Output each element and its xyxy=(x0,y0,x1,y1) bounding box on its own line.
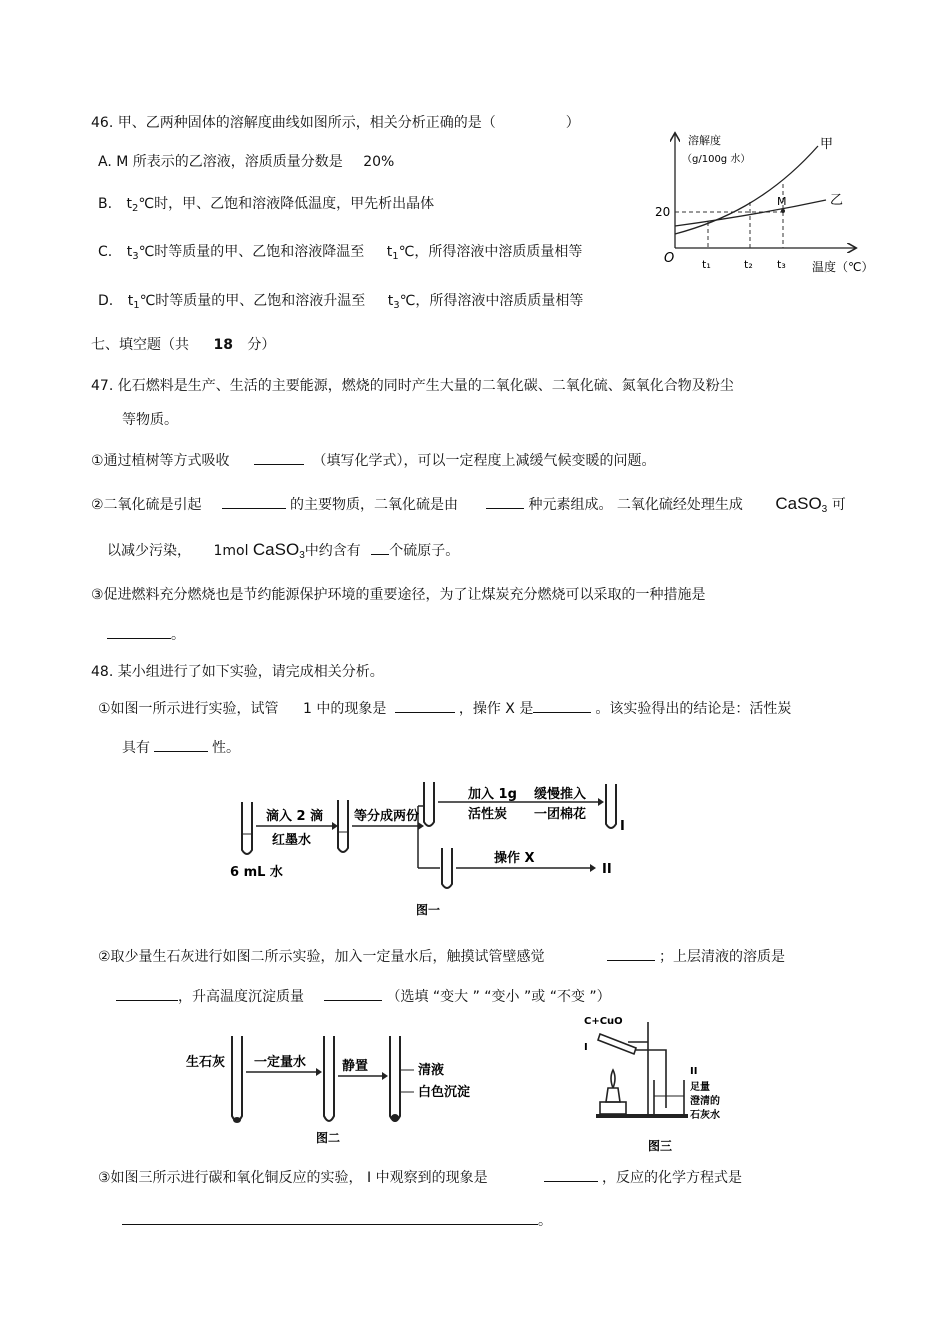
answer-blank[interactable] xyxy=(107,624,171,639)
base-plate xyxy=(596,1114,688,1118)
x-tick-t3: t₃ xyxy=(777,258,786,271)
q48-part1-text-c: ，操作 X 是 xyxy=(458,701,534,717)
q46-option-d-label: D. xyxy=(98,293,114,309)
test-tube-red-ink xyxy=(338,800,348,852)
t-sub: 2 xyxy=(132,203,139,214)
reaction-tube xyxy=(598,1034,636,1054)
test-tube-lime xyxy=(232,1036,242,1121)
origin-label: O xyxy=(664,251,675,266)
test-tube-charcoal xyxy=(424,782,434,826)
q47-part2-text-d: 可 xyxy=(831,497,846,513)
q47-part2 xyxy=(91,494,846,519)
test-tube-water xyxy=(324,1036,334,1121)
q47-part1-text-a: ①通过植树等方式吸收 xyxy=(91,453,230,469)
q48-part1-text-d: 。该实验得出的结论是：活性炭 xyxy=(595,701,792,717)
answer-blank[interactable] xyxy=(122,1210,538,1225)
fig1-tube1-label: I xyxy=(620,819,625,834)
q47-stem-line2: 等物质。 xyxy=(122,412,178,428)
caso3-formula xyxy=(775,494,827,513)
flame xyxy=(611,1070,615,1088)
lamp xyxy=(606,1088,620,1102)
fig2-lime-label: 生石灰 xyxy=(186,1055,226,1070)
fig1-step1-line1: 滴入 2 滴 xyxy=(266,809,324,824)
sediment xyxy=(233,1117,241,1123)
q48-part3-text-a: ③如图三所示进行碳和氧化铜反应的实验， I 中观察到的现象是 xyxy=(98,1170,488,1186)
fig2-water-label: 一定量水 xyxy=(254,1055,307,1070)
q48-part2-text-d: （选填 “变大 ” “变小 ”或 “不变 ”） xyxy=(386,989,611,1005)
section-7-title xyxy=(91,336,275,354)
q46-option-d-text1: ℃时等质量的甲、乙饱和溶液升温至 xyxy=(139,293,366,309)
t-letter: t xyxy=(127,293,134,309)
answer-blank[interactable] xyxy=(544,1167,598,1182)
answer-blank[interactable] xyxy=(607,946,655,961)
series-jia-label: 甲 xyxy=(820,137,834,152)
q48-part1-cont xyxy=(122,737,240,757)
x-tick-t2: t₂ xyxy=(744,258,753,271)
section-7-score: 18 xyxy=(213,337,233,353)
q46-stem: 46. 甲、乙两种固体的溶解度曲线如图所示，相关分析正确的是（ ） xyxy=(91,115,580,131)
t3-symbol xyxy=(127,244,139,260)
q46-option-a-value: 20% xyxy=(363,154,395,170)
q48-part2-text-c: ，升高温度沉淀质量 xyxy=(178,989,304,1005)
point-m-label: M xyxy=(777,195,787,208)
q47-part1-text-b: （填写化学式），可以一定程度上减缓气候变暖的问题。 xyxy=(312,453,656,469)
q46-option-d-text2: ℃，所得溶液中溶质质量相等 xyxy=(399,293,584,309)
q48-part1-text-e: 具有 xyxy=(122,740,150,756)
q48-part1-text-f: 性。 xyxy=(212,740,240,756)
t2-symbol xyxy=(127,196,139,212)
x-tick-t1: t₁ xyxy=(702,258,711,271)
arrowhead xyxy=(590,864,596,872)
answer-blank[interactable] xyxy=(222,494,286,509)
fig3-caption: 图三 xyxy=(648,1139,673,1153)
point-m xyxy=(781,209,785,213)
fig1-step1-line2: 红墨水 xyxy=(272,833,312,848)
t-letter: t xyxy=(387,293,394,309)
q47-stem-line1: 47. 化石燃料是生产、生活的主要能源，燃烧的同时产生大量的二氧化碳、二氧化硫、氮氧化合物及粉尘 xyxy=(91,378,734,394)
t-sub: 1 xyxy=(392,251,399,262)
t1-symbol xyxy=(128,293,140,309)
fig1-operation-x: 操作 X xyxy=(494,851,535,866)
q48-part3-text-b: ，反应的化学方程式是 xyxy=(602,1170,743,1186)
test-tube-water xyxy=(242,802,252,854)
fig1-tube2-label: II xyxy=(602,862,612,877)
test-tube-settled xyxy=(390,1036,400,1121)
q48-part3-answer xyxy=(122,1210,552,1230)
solubility-curve-figure xyxy=(650,128,890,280)
section-7-title-prefix: 七、填空题（共 xyxy=(91,337,189,353)
q48-part1-text-b: 1 中的现象是 xyxy=(303,701,387,717)
test-tube-lower xyxy=(442,848,452,888)
fig1-water-label: 6 mL 水 xyxy=(230,865,283,880)
q47-part3-end: 。 xyxy=(171,627,185,643)
y-axis-label: 溶解度 xyxy=(688,134,721,147)
q47-part3: ③促进燃料充分燃烧也是节约能源保护环境的重要途径，为了让煤炭充分燃烧可以采取的一种措施是 xyxy=(91,587,706,603)
q47-part2-text-e: 以减少污染， xyxy=(107,543,191,559)
fig2-ppt-label: 白色沉淀 xyxy=(418,1085,471,1100)
fig2-caption: 图二 xyxy=(316,1131,341,1145)
caso3-text: CaSO xyxy=(252,540,300,559)
fig1-step3-line1: 加入 1g xyxy=(468,787,517,802)
t-letter: t xyxy=(126,244,133,260)
t-sub: 3 xyxy=(132,251,139,262)
q47-part2-text-h: 个硫原子。 xyxy=(389,543,460,559)
q46-option-c-text1: ℃时等质量的甲、乙饱和溶液降温至 xyxy=(138,244,365,260)
q46-option-a xyxy=(98,153,394,171)
t-letter: t xyxy=(386,244,393,260)
y-tick-20: 20 xyxy=(655,205,671,219)
q46-option-b-text: ℃时，甲、乙饱和溶液降低温度，甲先析出晶体 xyxy=(138,196,435,212)
q48-part3-end: 。 xyxy=(538,1213,552,1229)
figure-3 xyxy=(578,1012,748,1160)
arrowhead xyxy=(316,1068,322,1076)
caso3-sub: 3 xyxy=(821,504,828,515)
q46-option-a-text: A. M 所表示的乙溶液，溶质质量分数是 xyxy=(98,154,343,170)
answer-blank[interactable] xyxy=(371,540,389,555)
q48-stem: 48. 某小组进行了如下实验，请完成相关分析。 xyxy=(91,664,384,680)
fig1-step2: 等分成两份 xyxy=(354,809,420,824)
fig3-limewater-line2: 澄清的 xyxy=(690,1096,720,1107)
fig1-step4-line2: 一团棉花 xyxy=(534,807,587,822)
section-7-title-suffix: 分） xyxy=(247,337,276,353)
arrowhead xyxy=(382,1072,388,1080)
q46-option-b-label: B. xyxy=(98,196,113,212)
figure-2 xyxy=(186,1026,486,1148)
q48-part2-text-a: ②取少量生石灰进行如图二所示实验，加入一定量水后，触摸试管壁感觉 xyxy=(98,949,545,965)
q47-part1 xyxy=(91,450,655,470)
t3-symbol xyxy=(388,293,400,309)
test-tube-i xyxy=(606,784,616,828)
q47-part2-text-a: ②二氧化硫是引起 xyxy=(91,497,202,513)
figure-1 xyxy=(228,772,638,922)
t-letter: t xyxy=(126,196,133,212)
q48-part1-text-a: ①如图一所示进行实验，试管 xyxy=(98,701,279,717)
fig1-step4-line1: 缓慢推入 xyxy=(534,787,587,802)
fig3-limewater-line3: 石灰水 xyxy=(690,1110,720,1121)
sediment xyxy=(391,1114,399,1122)
t-sub: 3 xyxy=(393,300,400,311)
caso3-formula xyxy=(253,540,305,559)
answer-blank[interactable] xyxy=(395,698,455,713)
answer-blank[interactable] xyxy=(254,450,304,465)
q48-part1 xyxy=(98,698,791,718)
fig1-step3-line2: 活性炭 xyxy=(468,807,508,822)
q47-part3-answer xyxy=(107,624,185,644)
q46-option-c-text2: ℃，所得溶液中溶质质量相等 xyxy=(398,244,583,260)
q47-part2-cont xyxy=(107,540,459,565)
delivery-tube xyxy=(636,1050,666,1108)
fig2-clear-label: 清液 xyxy=(418,1063,445,1078)
caso3-text: CaSO xyxy=(775,494,822,513)
fig3-limewater-line1: 足量 xyxy=(690,1082,710,1093)
q47-part2-text-f: 1mol xyxy=(213,543,249,559)
arrowhead xyxy=(598,798,604,806)
fig3-reactants: C+CuO xyxy=(584,1016,623,1027)
t1-symbol xyxy=(387,244,399,260)
q47-part2-text-b: 的主要物质，二氧化硫是由 xyxy=(290,497,459,513)
q48-part2-text-b: ；上层清液的溶质是 xyxy=(659,949,786,965)
fig2-still-label: 静置 xyxy=(342,1059,369,1074)
q47-part2-text-c: 种元素组成。 二氧化硫经处理生成 xyxy=(528,497,743,513)
q48-part2 xyxy=(98,946,785,966)
q48-part3 xyxy=(98,1167,742,1187)
fig1-caption: 图一 xyxy=(416,903,441,917)
answer-blank[interactable] xyxy=(154,737,208,752)
lamp-stand xyxy=(600,1102,626,1114)
q46-option-b xyxy=(98,195,434,218)
q48-part2-cont xyxy=(116,986,611,1006)
t-sub: 1 xyxy=(133,300,140,311)
fig3-label-i: I xyxy=(584,1042,588,1053)
caso3-sub: 3 xyxy=(299,550,305,561)
q46-option-c-label: C. xyxy=(98,244,113,260)
answer-blank[interactable] xyxy=(486,494,524,509)
series-yi-label: 乙 xyxy=(830,193,844,208)
q46-option-c xyxy=(98,243,582,266)
beaker xyxy=(654,1080,684,1116)
answer-blank[interactable] xyxy=(116,986,178,1001)
q47-part2-text-g: 中约含有 xyxy=(304,543,361,559)
y-axis-unit: （g/100g 水） xyxy=(682,154,751,165)
fig3-label-ii: II xyxy=(690,1066,698,1077)
q46-option-d xyxy=(98,292,583,315)
x-axis-label: 温度（℃） xyxy=(812,260,874,274)
answer-blank[interactable] xyxy=(533,698,591,713)
answer-blank[interactable] xyxy=(324,986,382,1001)
